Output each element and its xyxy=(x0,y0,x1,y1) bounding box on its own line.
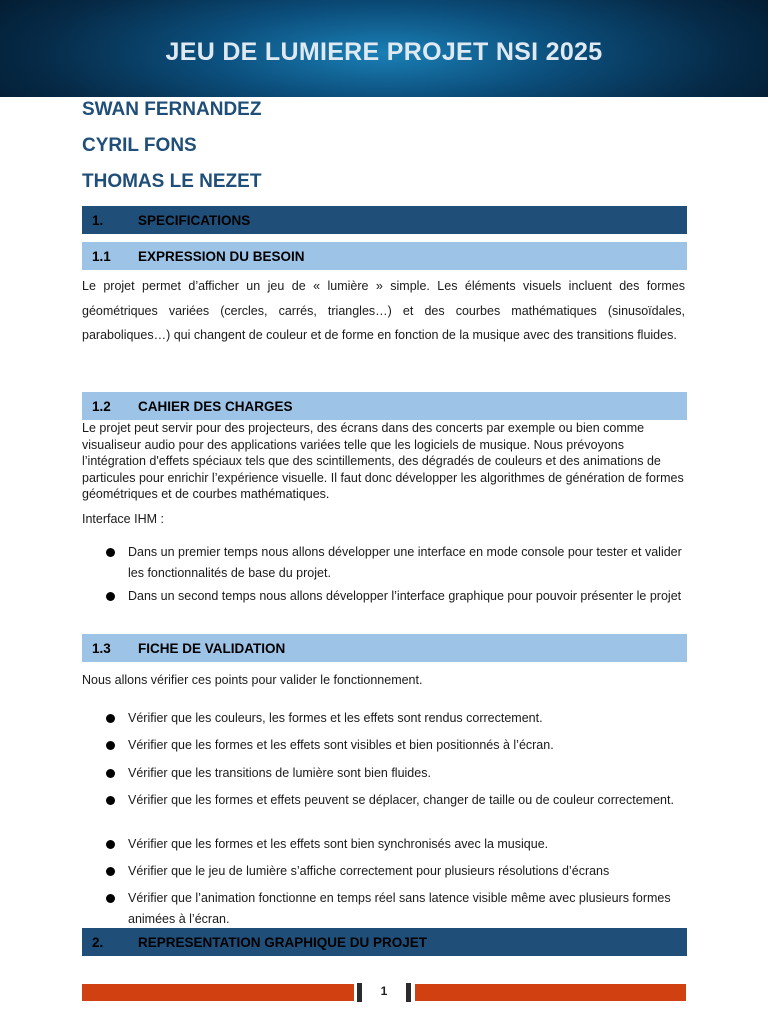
bullet-icon xyxy=(106,867,115,876)
list-item xyxy=(82,834,685,855)
list-item-text: Vérifier que le jeu de lumière s’affiche correctement pour plusieurs résolutions d’écrans xyxy=(128,864,610,878)
section-number: 1. xyxy=(92,212,104,228)
bullet-icon xyxy=(106,592,115,601)
subsection-heading-validation xyxy=(82,634,687,662)
author-name: THOMAS LE NEZET xyxy=(82,171,262,192)
section-title: EXPRESSION DU BESOIN xyxy=(138,248,305,264)
bullet-icon xyxy=(106,714,115,723)
section-number: 2. xyxy=(92,934,104,950)
section-title: CAHIER DES CHARGES xyxy=(138,398,293,414)
list-item xyxy=(82,586,685,607)
bullet-icon xyxy=(106,548,115,557)
section-number: 1.1 xyxy=(92,248,111,264)
list-item xyxy=(82,888,685,930)
charges-paragraph: Le projet peut servir pour des projecteurs, des écrans dans des concerts par exemple ou bien comme visualiseur audio pour des applications variées telle que les logiciels de musique. Nous prévoyons l’intégration d'effets spéciaux tels que des scintillements, des dégradés de couleurs et des animations de particules pour enrichir l’expérience visuelle. Il faut donc développer les algorithmes de génération de formes géométriques et de courbes mathématiques. xyxy=(82,421,684,501)
list-item xyxy=(82,735,685,756)
author-name: SWAN FERNANDEZ xyxy=(82,99,262,120)
section-heading-representation xyxy=(82,928,687,956)
list-item xyxy=(82,708,685,729)
list-item xyxy=(82,542,685,584)
validation-intro: Nous allons vérifier ces points pour valider le fonctionnement. xyxy=(82,673,423,687)
footer-divider xyxy=(406,983,411,1002)
bullet-icon xyxy=(106,741,115,750)
section-title: REPRESENTATION GRAPHIQUE DU PROJET xyxy=(138,934,428,950)
subsection-heading-besoin xyxy=(82,242,687,270)
page-number: 1 xyxy=(380,984,388,998)
header-banner xyxy=(0,0,768,97)
section-number: 1.2 xyxy=(92,398,111,414)
list-item xyxy=(82,763,685,784)
list-item-text: Vérifier que les formes et les effets sont bien synchronisés avec la musique. xyxy=(128,837,549,851)
besoin-paragraph: Le projet permet d’afficher un jeu de « lumière » simple. Les éléments visuels incluent des formes géométriques variées (cercles, carrés, triangles…) et des courbes mathématiques (sinusoïdales, paraboliques…) qui changent de couleur et de forme en fonction de la musique avec des transitions fluides. xyxy=(82,279,685,342)
list-item xyxy=(82,861,685,882)
list-item-text: Vérifier que les formes et les effets sont visibles et bien positionnés à l’écran. xyxy=(128,738,554,752)
footer-bar-right xyxy=(415,984,686,1001)
list-item-text: Dans un second temps nous allons développer l’interface graphique pour pouvoir présenter le projet xyxy=(128,589,682,603)
section-title: FICHE DE VALIDATION xyxy=(138,640,286,656)
list-item-text: Dans un premier temps nous allons développer une interface en mode console pour tester et valider les fonctionnalités de base du projet. xyxy=(128,545,682,580)
list-item-text: Vérifier que les transitions de lumière sont bien fluides. xyxy=(128,766,431,780)
bullet-icon xyxy=(106,796,115,805)
document-title: JEU DE LUMIERE PROJET NSI 2025 xyxy=(165,38,603,66)
bullet-icon xyxy=(106,894,115,903)
section-number: 1.3 xyxy=(92,640,111,656)
bullet-icon xyxy=(106,840,115,849)
list-item-text: Vérifier que les formes et effets peuvent se déplacer, changer de taille ou de couleur correctement. xyxy=(128,793,674,807)
footer-bar-left xyxy=(82,984,354,1001)
bullet-icon xyxy=(106,769,115,778)
list-item-text: Vérifier que les couleurs, les formes et les effets sont rendus correctement. xyxy=(128,711,543,725)
section-title: SPECIFICATIONS xyxy=(138,212,251,228)
list-item-text: Vérifier que l’animation fonctionne en temps réel sans latence visible même avec plusieurs formes animées à l’écran. xyxy=(128,891,671,926)
ihm-label: Interface IHM : xyxy=(82,512,164,526)
section-heading-specifications xyxy=(82,206,687,234)
subsection-heading-charges xyxy=(82,392,687,420)
list-item xyxy=(82,790,685,811)
author-name: CYRIL FONS xyxy=(82,135,197,156)
